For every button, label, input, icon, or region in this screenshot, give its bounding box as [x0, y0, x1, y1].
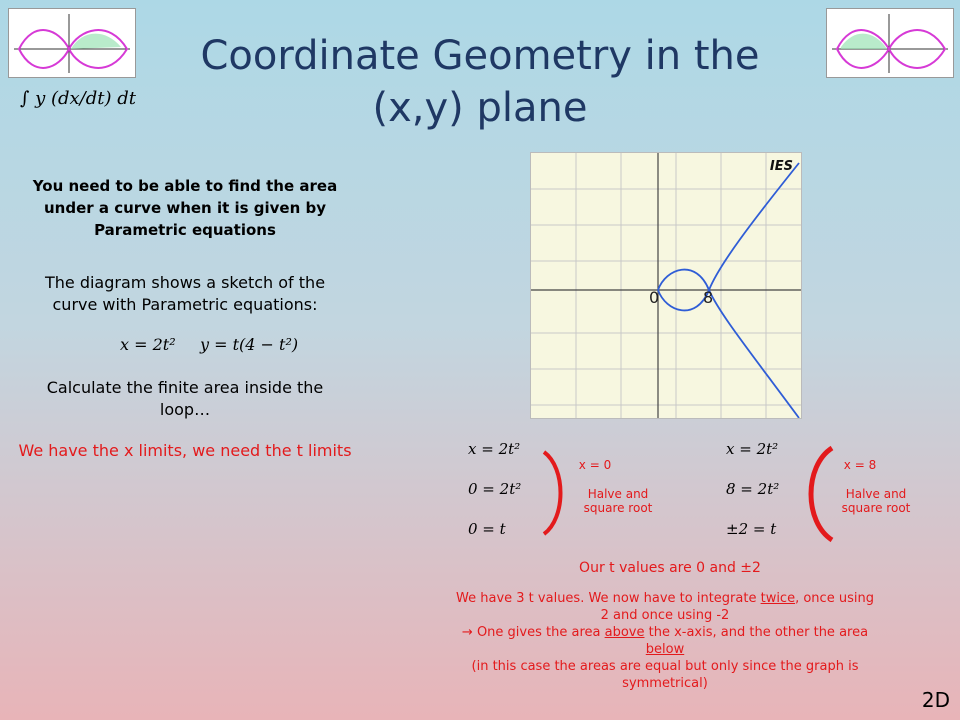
hint-text: We have the x limits, we need the t limits [18, 441, 352, 460]
work-left-line1: x = 2t² [468, 440, 521, 458]
work-right-note-op: Halve and square root [841, 487, 911, 515]
page-title: Coordinate Geometry in the (x,y) plane [200, 33, 760, 131]
work-right-note-value: x = 8 [843, 458, 877, 472]
work-left-line2: 0 = 2t² [468, 480, 522, 498]
graph-label-8: 8 [703, 288, 714, 307]
work-right-line3: ±2 = t [726, 520, 777, 538]
curve-plot [531, 153, 801, 418]
thumbnail-right [826, 8, 954, 78]
work-left-note-op: Halve and square root [583, 487, 653, 515]
footer-line-1: We have 3 t values. We now have to integrate twice, once using 2 and once using -2 [456, 591, 874, 623]
work-left-note-value: x = 0 [578, 458, 612, 472]
ies-logo: IES [769, 159, 793, 174]
curve-upper [658, 163, 799, 310]
curve-graph [530, 152, 802, 419]
diagram-description: The diagram shows a sketch of the curve with Parametric equations: [44, 273, 326, 314]
work-right-line1: x = 2t² [726, 440, 779, 458]
equation-y: y = t(4 − t²) [200, 335, 299, 354]
work-right-line2: 8 = 2t² [726, 480, 780, 498]
footer-line-3: (in this case the areas are equal but only since the graph is symmetrical) [471, 659, 859, 691]
question-text: Calculate the finite area inside the loop… [46, 378, 324, 419]
curve-lower [658, 270, 799, 418]
thumbnail-left [8, 8, 136, 78]
corner-label: 2D [921, 688, 950, 712]
integral-formula: ∫ y (dx/dt) dt [20, 88, 137, 109]
bracket-left [540, 448, 570, 538]
work-left-line3: 0 = t [468, 520, 506, 538]
footer-line-2: → One gives the area above the x-axis, and the other the area below [461, 625, 869, 657]
intro-text: You need to be able to find the area under a curve when it is given by Parametric equations [32, 177, 338, 239]
equation-x: x = 2t² [120, 335, 176, 354]
graph-label-0: 0 [649, 288, 660, 307]
result-text: Our t values are 0 and ±2 [579, 560, 761, 576]
footer-note [455, 590, 875, 692]
